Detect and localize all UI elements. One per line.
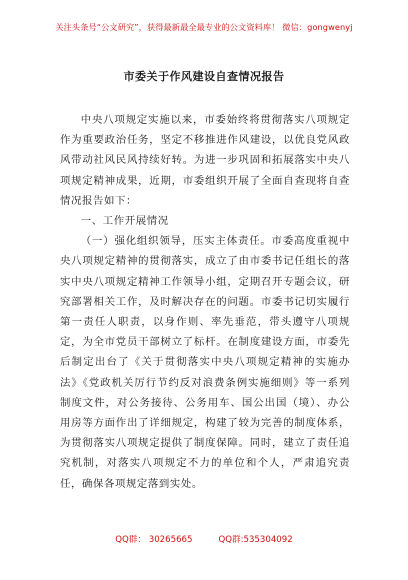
intro-paragraph: 中央八项规定实施以来，市委始终将贯彻落实八项规定作为重要政治任务，坚定不移推进作风建设，以优良党风政风带动社风民风持续好转。为进一步巩固和拓展落实中央八项规定精神成果，近期，市委组织开展了全面自查现将自查情况报告如下： [60, 114, 350, 207]
footer-contacts [0, 533, 408, 545]
header-banner: 关注头条号“公文研究”，获得最新最全最专业的公文资料库！ 微信：gongwenyj [55, 22, 353, 32]
footer-qq-group-1: QQ群： 30265665 [115, 535, 193, 545]
footer-qq-group-2: QQ群:535304092 [218, 535, 293, 545]
body-paragraph: （一）强化组织领导，压实主体责任。市委高度重视中央八项规定精神的贯彻落实，成立了由市委书记任组长的落实中央八项规定精神工作领导小组，定期召开专题会议，研究部署相关工作，及时解决存在的问题。市委书记切实履行第一责任人职责，以身作则、率先垂范，带头遵守八项规定，为全市党员干部树立了标杆。在制度建设方面，市委先后制定出台了《关于贯彻落实中央八项规定精神的实施办法》《党政机关厉行节约反对浪费条例实施细则》等一系列制度文件，对公务接待、公务用车、国公出国（境）、办公用房等方面作出了详细规定，构建了较为完善的制度体系，为贯彻落实八项规定提供了制度保障。同时，建立了责任追究机制，对落实八项规定不力的单位和个人，严肃追究责任，确保各项规定落到实处。 [60, 235, 350, 490]
document-body [60, 110, 350, 494]
document-title: 市委关于作风建设自查情况报告 [123, 70, 285, 83]
section-heading: 一、工作开展情况 [80, 215, 169, 228]
